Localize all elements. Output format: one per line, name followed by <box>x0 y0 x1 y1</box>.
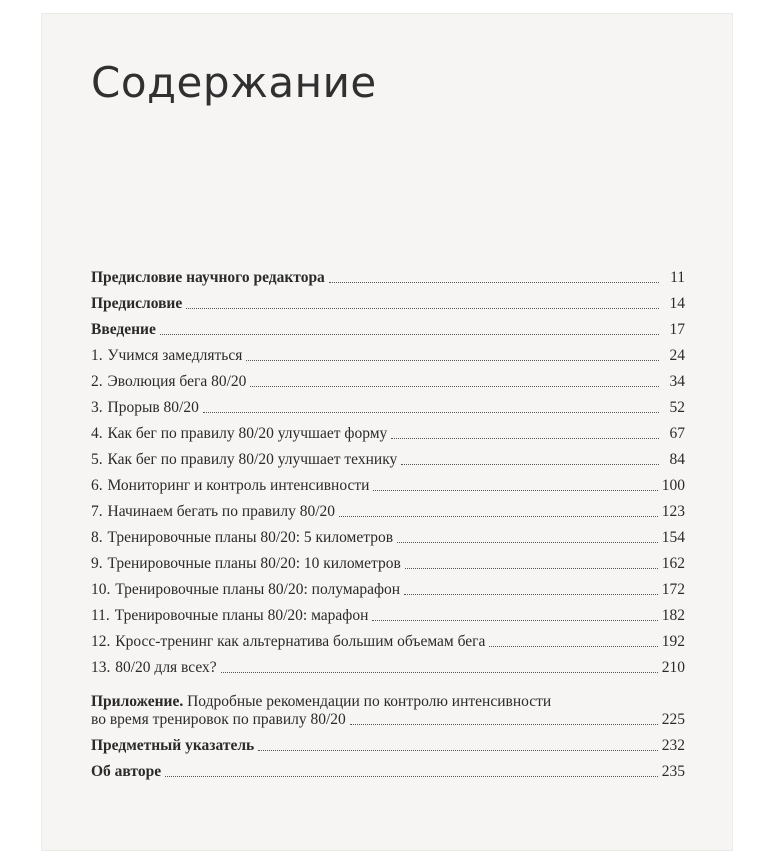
toc-entry-label: Тренировочные планы 80/20: 10 километров <box>107 555 401 572</box>
toc-entry-page: 182 <box>661 607 685 624</box>
toc-entry-page: 235 <box>661 763 685 780</box>
dot-leader <box>401 463 659 465</box>
toc-entry-page: 162 <box>661 555 685 572</box>
dot-leader <box>391 437 659 439</box>
toc-entry-page: 84 <box>669 451 685 468</box>
toc-entry-page: 11 <box>670 269 685 286</box>
toc-entry-label: Как бег по правилу 80/20 улучшает форму <box>107 425 388 442</box>
dot-leader <box>160 333 659 335</box>
appendix-title-line2: во время тренировок по правилу 80/20 <box>91 711 346 728</box>
toc-entry-page: 225 <box>661 711 685 728</box>
toc-entry-chapter-8 <box>91 521 685 547</box>
toc-entry-page: 24 <box>669 347 685 364</box>
toc-entry-label: Кросс-тренинг как альтернатива большим объемам бега <box>115 633 486 650</box>
dot-leader <box>404 593 658 595</box>
toc-entry-chapter-9 <box>91 547 685 573</box>
toc-entry-label: Предисловие научного редактора <box>91 269 325 286</box>
dot-leader <box>339 515 658 517</box>
dot-leader <box>405 567 658 569</box>
chapter-number: 5. <box>91 451 103 468</box>
dot-leader <box>203 411 659 413</box>
toc-entry-page: 17 <box>669 321 685 338</box>
toc-entry-chapter-12 <box>91 625 685 651</box>
toc-entry-label: Об авторе <box>91 763 162 780</box>
toc-entry-label: Как бег по правилу 80/20 улучшает технику <box>107 451 398 468</box>
toc-entry-chapter-1 <box>91 339 685 365</box>
toc-entry-label: Предметный указатель <box>91 737 255 754</box>
toc-entry-chapter-11 <box>91 599 685 625</box>
toc-entry-page: 14 <box>669 295 685 312</box>
dot-leader <box>246 359 659 361</box>
toc-entry-label: 80/20 для всех? <box>115 659 217 676</box>
chapter-number: 9. <box>91 555 103 572</box>
chapter-number: 6. <box>91 477 103 494</box>
toc-entry-chapter-6 <box>91 469 685 495</box>
chapter-number: 1. <box>91 347 103 364</box>
toc-entry-page: 34 <box>669 373 685 390</box>
dot-leader <box>373 489 657 491</box>
appendix-title-line1: Подробные рекомендации по контролю интенсивности <box>183 693 552 710</box>
dot-leader <box>258 749 658 751</box>
toc-entry-chapter-7 <box>91 495 685 521</box>
toc-entry-label: Введение <box>91 321 156 338</box>
dot-leader <box>350 723 658 725</box>
dot-leader <box>250 385 659 387</box>
chapter-number: 13. <box>91 659 111 676</box>
toc-entry-label: Начинаем бегать по правилу 80/20 <box>107 503 336 520</box>
toc-entry-label: Тренировочные планы 80/20: 5 километров <box>107 529 394 546</box>
chapter-number: 8. <box>91 529 103 546</box>
toc-entry-label: Учимся замедляться <box>107 347 243 364</box>
toc-entry-subject-index <box>91 729 685 755</box>
toc-entry-page: 154 <box>661 529 685 546</box>
chapter-number: 2. <box>91 373 103 390</box>
toc-entry-chapter-3 <box>91 391 685 417</box>
toc-entry-editor-preface <box>91 261 685 287</box>
toc-entry-appendix <box>91 677 685 729</box>
toc-entry-label: Прорыв 80/20 <box>107 399 199 416</box>
toc-entry-page: 210 <box>661 659 685 676</box>
chapter-number: 12. <box>91 633 111 650</box>
toc-entry-about-author <box>91 755 685 781</box>
toc-entry-page: 100 <box>661 477 685 494</box>
toc-entry-label: Тренировочные планы 80/20: полумарафон <box>115 581 401 598</box>
toc-entry-page: 232 <box>661 737 685 754</box>
dot-leader <box>221 671 658 673</box>
book-page <box>42 14 732 850</box>
dot-leader <box>397 541 658 543</box>
dot-leader <box>372 619 657 621</box>
toc-entry-introduction <box>91 313 685 339</box>
dot-leader <box>329 281 659 283</box>
dot-leader <box>165 775 658 777</box>
toc-entry-preface <box>91 287 685 313</box>
toc-entry-label: Мониторинг и контроль интенсивности <box>107 477 370 494</box>
toc-entry-chapter-2 <box>91 365 685 391</box>
toc-entry-page: 123 <box>661 503 685 520</box>
chapter-number: 11. <box>91 607 110 624</box>
toc-entry-label: Эволюция бега 80/20 <box>107 373 247 390</box>
toc-entry-label: Тренировочные планы 80/20: марафон <box>114 607 369 624</box>
toc-entry-label: Предисловие <box>91 295 183 312</box>
toc-entry-page: 172 <box>661 581 685 598</box>
toc-entry-chapter-10 <box>91 573 685 599</box>
table-of-contents <box>91 261 685 781</box>
chapter-number: 4. <box>91 425 103 442</box>
toc-entry-chapter-5 <box>91 443 685 469</box>
toc-entry-page: 192 <box>661 633 685 650</box>
toc-entry-page: 67 <box>669 425 685 442</box>
chapter-number: 10. <box>91 581 111 598</box>
toc-entry-chapter-13 <box>91 651 685 677</box>
chapter-number: 3. <box>91 399 103 416</box>
toc-entry-chapter-4 <box>91 417 685 443</box>
chapter-number: 7. <box>91 503 103 520</box>
page-title: Содержание <box>91 58 377 107</box>
appendix-heading: Приложение. <box>91 693 184 710</box>
dot-leader <box>489 645 657 647</box>
toc-entry-page: 52 <box>669 399 685 416</box>
dot-leader <box>186 307 659 309</box>
